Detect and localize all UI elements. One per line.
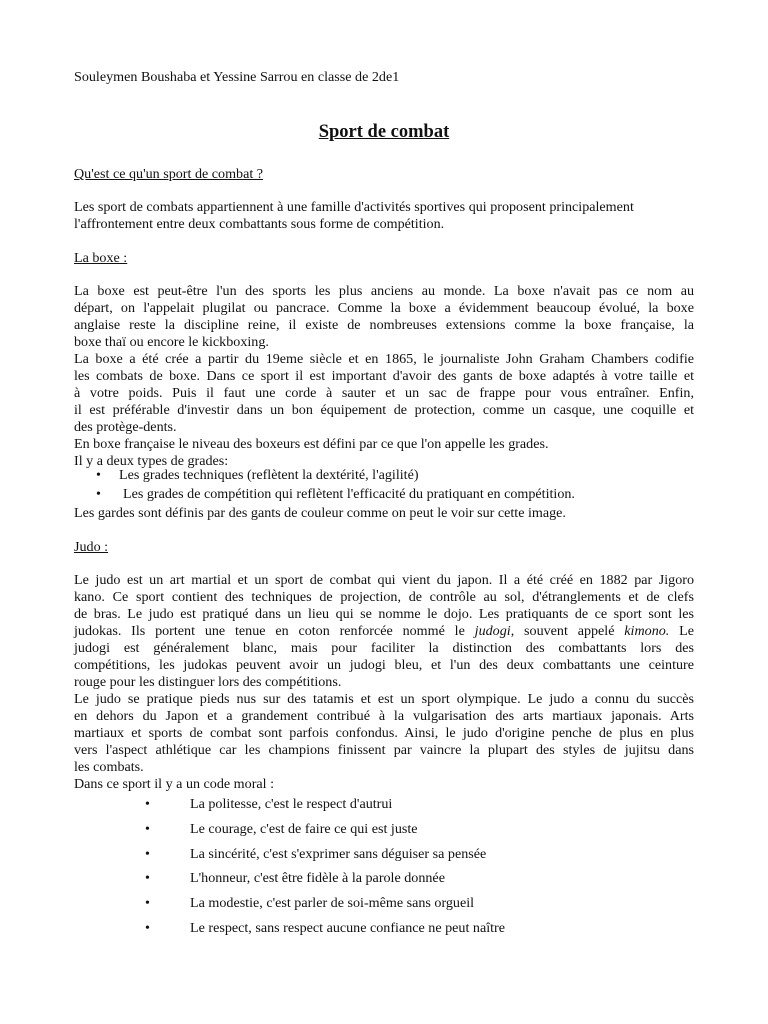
- text-line: des protège-dents.: [74, 419, 177, 435]
- bullet-icon: •: [96, 467, 101, 483]
- list-item-text: Le respect, sans respect aucune confiance ne peut naître: [190, 919, 505, 936]
- list-item-text: Les grades techniques (reflètent la dextérité, l'agilité): [119, 467, 419, 483]
- intro-paragraph: [74, 199, 694, 233]
- text-line: de bras. Le judo est pratiqué dans un lieu qui se nomme le dojo. Les pratiquants de ce sport sont les: [74, 606, 694, 622]
- list-item-text: La sincérité, c'est s'exprimer sans déguiser sa pensée: [190, 845, 487, 862]
- list-item-text: Les grades de compétition qui reflètent l'efficacité du pratiquant en compétition.: [123, 486, 575, 502]
- bullet-icon: •: [145, 845, 150, 862]
- text-line-mixed: [74, 623, 694, 640]
- text-run: , souvent appelé: [510, 623, 625, 639]
- bullet-icon: •: [145, 919, 150, 936]
- list-item-text: La politesse, c'est le respect d'autrui: [190, 796, 393, 812]
- text-line: vers l'aspect athlétique car les champions finissent par vaincre la plupart des styles de jujitsu dans: [74, 742, 694, 758]
- text-line: anglaise reste la discipline reine, il existe de nombreuses extensions comme la boxe française, la: [74, 317, 694, 333]
- text-line: martiaux et sports de combat sont parfois confondus. Ainsi, le judo d'origine penche de plus en plus: [74, 725, 694, 741]
- text-line: kano. Ce sport contient des techniques de projection, de contrôle au sol, d'étranglements et de clefs: [74, 589, 694, 605]
- boxe-closing-line: [74, 505, 694, 522]
- text-line: Il y a deux types de grades:: [74, 453, 229, 469]
- text-line: en dehors du Japon et a grandement contribué à la vulgarisation des arts martiaux japonais. Arts: [74, 708, 694, 724]
- list-item-text: Le courage, c'est de faire ce qui est juste: [190, 820, 418, 837]
- list-item-text: La modestie, c'est parler de soi-même sans orgueil: [190, 895, 475, 912]
- bullet-icon: •: [145, 895, 150, 912]
- text-line: les combats.: [74, 759, 144, 775]
- text-line: Le judo est un art martial et un sport de combat qui vient du japon. Il a été créé en 1882 par Jigoro: [74, 572, 694, 588]
- text-line: rouge pour les distinguer lors des compétitions.: [74, 674, 342, 690]
- text-line: l'affrontement entre deux combattants sous forme de compétition.: [74, 216, 445, 232]
- text-line: En boxe française le niveau des boxeurs est défini par ce que l'on appelle les grades.: [74, 436, 549, 452]
- text-line: il est préférable d'investir dans un bon équipement de protection, comme un casque, une coquille et: [74, 402, 694, 418]
- boxe-paragraph: [74, 283, 694, 470]
- text-line: les combats de boxe. Dans ce sport il est important d'avoir des gants de boxe adaptés à votre taille et: [74, 368, 694, 384]
- bullet-icon: •: [96, 486, 101, 502]
- text-line: Dans ce sport il y a un code moral :: [74, 776, 274, 792]
- author-line: Souleymen Boushaba et Yessine Sarrou en classe de 2de1: [74, 69, 400, 85]
- term-kimono: kimono.: [624, 623, 670, 639]
- text-line: La boxe est peut-être l'un des sports les plus anciens au monde. La boxe n'avait pas ce nom au: [74, 283, 694, 299]
- text-line: Les gardes sont définis par des gants de couleur comme on peut le voir sur cette image.: [74, 505, 566, 521]
- text-line: à votre poids. Puis il faut une corde à sauter et un sac de frappe pour vous entraîner. Enfin,: [74, 385, 694, 401]
- text-line: compétitions, les judokas peuvent avoir un judogi bleu, et l'un des deux combattants une ceinture: [74, 657, 694, 673]
- text-line: Les sport de combats appartiennent à une famille d'activités sportives qui proposent principalement: [74, 199, 634, 215]
- term-judogi: judogi: [474, 623, 511, 639]
- bullet-icon: •: [145, 796, 150, 812]
- judo-paragraph: [74, 572, 694, 793]
- bullet-icon: •: [145, 820, 150, 837]
- text-line: La boxe a été crée a partir du 19eme siècle et en 1865, le journaliste John Graham Chambers codifie: [74, 351, 694, 367]
- section-heading-intro: Qu'est ce qu'un sport de combat ?: [74, 166, 264, 182]
- text-run: Le: [669, 623, 694, 639]
- text-line: boxe thaï ou encore le kickboxing.: [74, 334, 269, 350]
- page-title: Sport de combat: [318, 122, 450, 142]
- section-heading-judo: Judo :: [74, 539, 109, 555]
- text-line: départ, on l'appelait plugilat ou pancrace. Comme la boxe a évidemment beaucoup évolué, la boxe: [74, 300, 694, 316]
- text-line: judogi est généralement blanc, mais pour faciliter la distinction des combattants lors des: [74, 640, 694, 656]
- list-item-text: L'honneur, c'est être fidèle à la parole donnée: [190, 870, 445, 887]
- bullet-icon: •: [145, 870, 150, 887]
- text-line: Le judo se pratique pieds nus sur des tatamis et est un sport olympique. Le judo a connu du succès: [74, 691, 694, 707]
- text-run: judokas. Ils portent une tenue en coton renforcée nommé le: [74, 623, 475, 639]
- section-heading-boxe: La boxe :: [74, 250, 128, 266]
